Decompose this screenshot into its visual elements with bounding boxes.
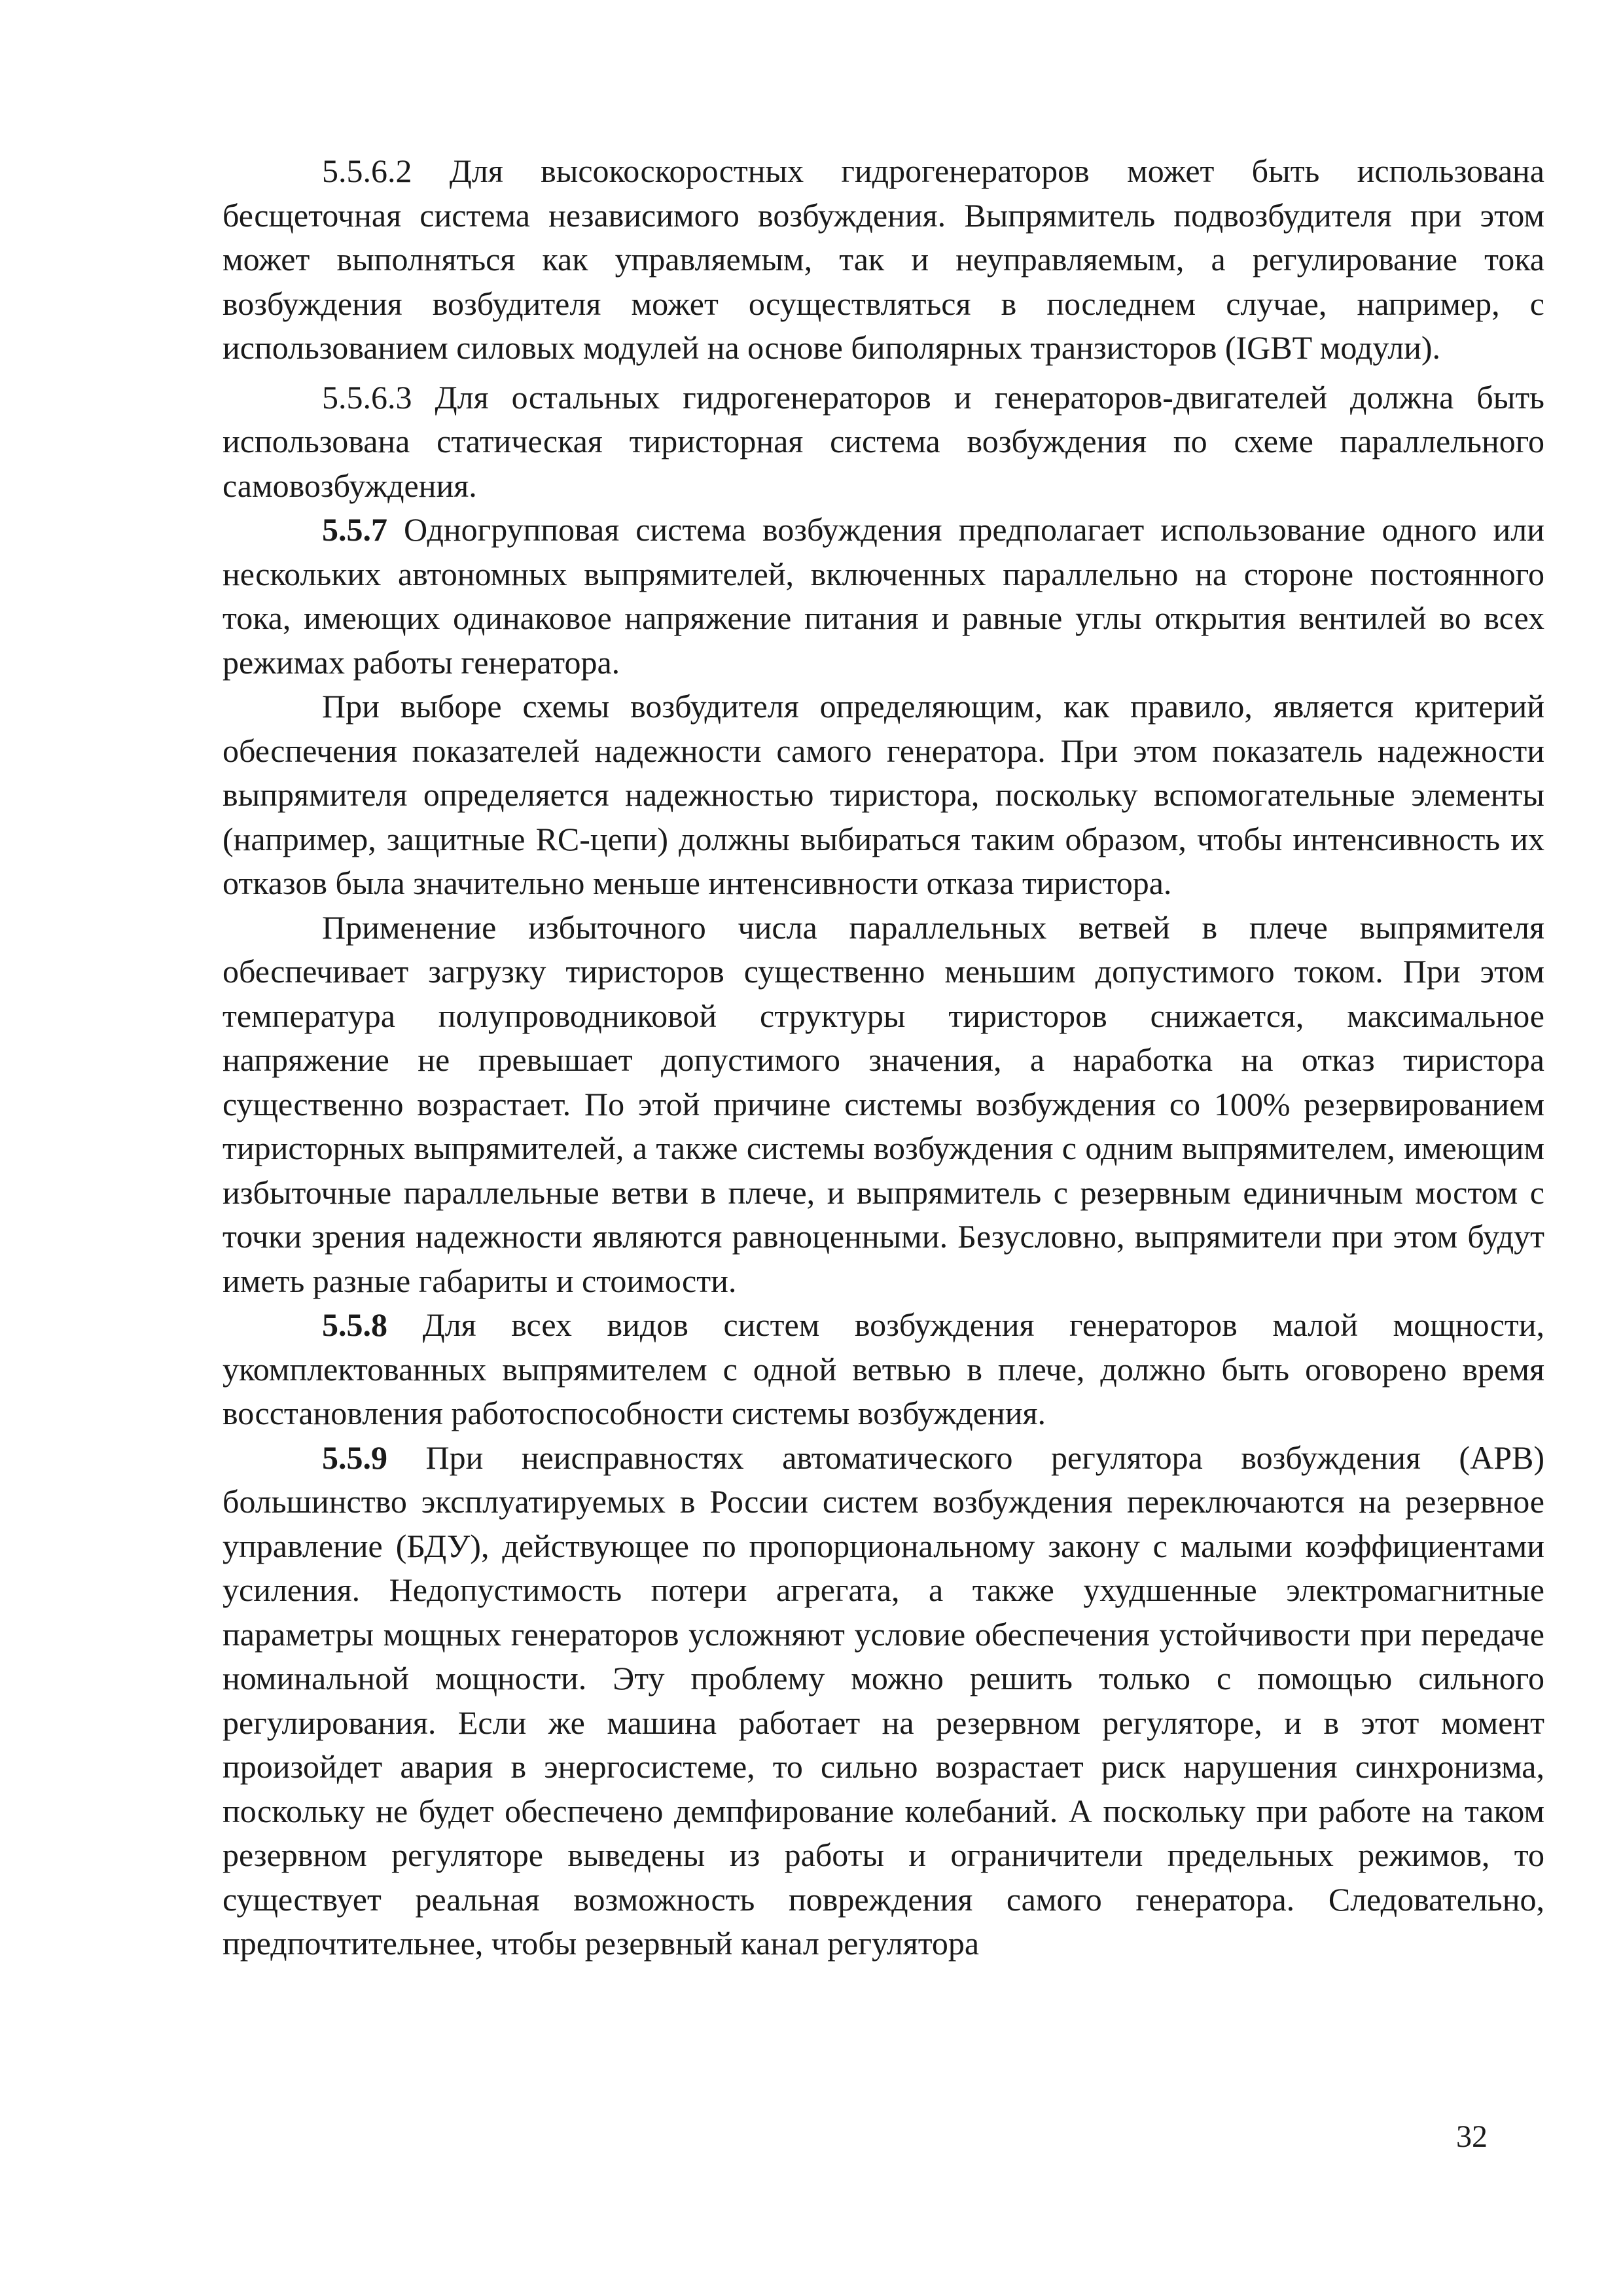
paragraph-5-5-6-2 — [223, 149, 1544, 370]
page-number: 32 — [1456, 2119, 1488, 2154]
section-number: 5.5.9 — [322, 1439, 387, 1476]
paragraph-5-5-6-3 — [223, 376, 1544, 509]
paragraph-5-5-7 — [223, 508, 1544, 685]
paragraph-text: При выборе схемы возбудителя определяющим, как правило, является критерий обеспечения показателей надежности самого генератора. При этом показатель надежности выпрямителя определяется надежностью тиристора, поскольку вспомогательные элементы (например, защитные RC-цепи) должны выбираться таким образом, чтобы интенсивность их отказов была значительно меньше интенсивности отказа тиристора. — [223, 688, 1544, 901]
paragraph-5-5-9 — [223, 1436, 1544, 1966]
paragraph-rectifier-choice — [223, 685, 1544, 906]
paragraph-text: Одногрупповая система возбуждения предполагает использование одного или нескольких автономных выпрямителей, включенных параллельно на стороне постоянного тока, имеющих одинаковое напряжение питания и равные углы открытия вентилей во всех режимах работы генератора. — [223, 511, 1544, 681]
paragraph-text: Применение избыточного числа параллельных ветвей в плече выпрямителя обеспечивает загрузку тиристоров существенно меньшим допустимого током. При этом температура полупроводниковой структуры тиристоров снижается, максимальное напряжение не превышает допустимого значения, а наработка на отказ тиристора существенно возрастает. По этой причине системы возбуждения со 100% резервированием тиристорных выпрямителей, а также системы возбуждения с одним выпрямителем, имеющим избыточные параллельные ветви в плече, и выпрямитель с резервным единичным мостом с точки зрения надежности являются равноценными. Безусловно, выпрямители при этом будут иметь разные габариты и стоимости. — [223, 908, 1544, 1299]
paragraph-redundant-branches — [223, 906, 1544, 1304]
paragraph-text: 5.5.6.2 Для высокоскоростных гидрогенераторов может быть использована бесщеточная система независимого возбуждения. Выпрямитель подвозбудителя при этом может выполняться как управляемым, так и неуправляемым, а регулирование тока возбуждения возбудителя может осуществляться в последнем случае, например, с использованием силовых модулей на основе биполярных транзисторов (IGBT модули). — [223, 152, 1544, 366]
paragraph-text: 5.5.6.3 Для остальных гидрогенераторов и генераторов-двигателей должна быть использована статическая тиристорная система возбуждения по схеме параллельного самовозбуждения. — [223, 378, 1544, 504]
section-number: 5.5.8 — [322, 1306, 387, 1343]
document-body — [223, 149, 1544, 1966]
paragraph-text: При неисправностях автоматического регулятора возбуждения (АРВ) большинство эксплуатируемых в России систем возбуждения переключаются на резервное управление (БДУ), действующее по пропорциональному закону с малыми коэффициентами усиления. Недопустимость потери агрегата, а также ухудшенные электромагнитные параметры мощных генераторов усложняют условие обеспечения устойчивости при передаче номинальной мощности. Эту проблему можно решить только с помощью сильного регулирования. Если же машина работает на резервном регуляторе, и в этот момент произойдет авария в энергосистеме, то сильно возрастает риск нарушения синхронизма, поскольку не будет обеспечено демпфирование колебаний. А поскольку при работе на таком резервном регуляторе выведены из работы и ограничители предельных режимов, то существует реальная возможность повреждения самого генератора. Следовательно, предпочтительнее, чтобы резервный канал регулятора — [223, 1439, 1544, 1962]
section-number: 5.5.7 — [322, 511, 387, 548]
paragraph-text: Для всех видов систем возбуждения генераторов малой мощности, укомплектованных выпрямителем с одной ветвью в плече, должно быть оговорено время восстановления работоспособности системы возбуждения. — [223, 1306, 1544, 1431]
paragraph-5-5-8 — [223, 1303, 1544, 1436]
